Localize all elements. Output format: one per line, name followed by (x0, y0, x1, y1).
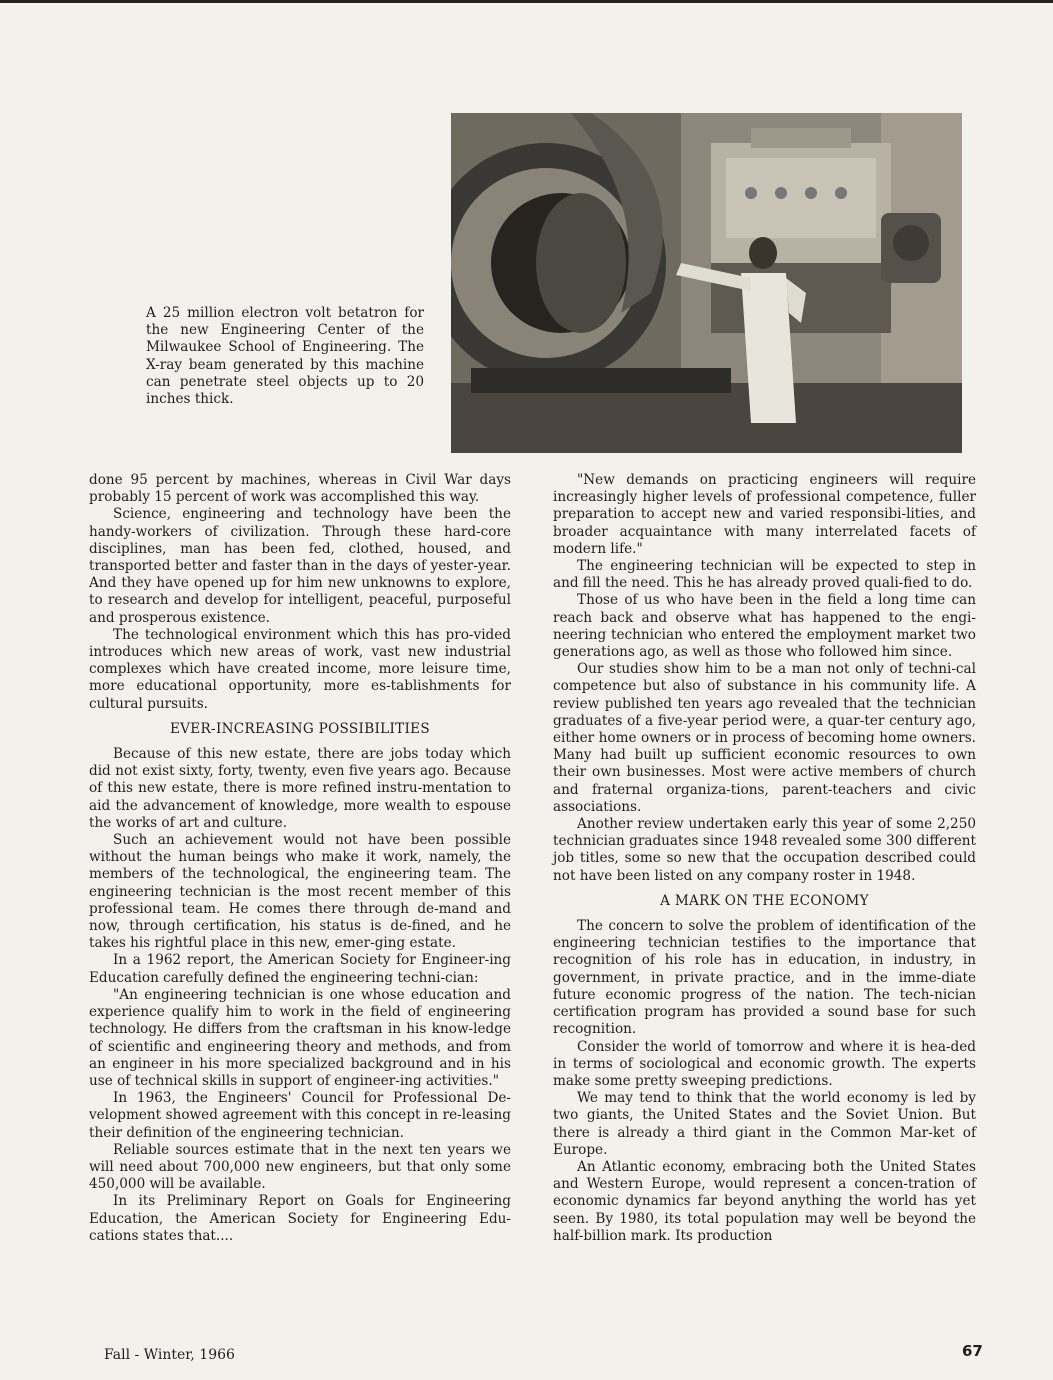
paragraph: The engineering technician will be expected to step in and fill the need. This he has already proved quali-fied to do. (553, 558, 976, 592)
paragraph: We may tend to think that the world economy is led by two giants, the United States and the Soviet Union. But there is already a third giant in the Common Mar-ket of Europe. (553, 1090, 976, 1158)
section-heading: A MARK ON THE ECONOMY (660, 892, 869, 909)
paragraph: Consider the world of tomorrow and where it is hea-ded in terms of sociological and economic growth. The experts make some pretty sweeping predictions. (553, 1038, 976, 1089)
left-column (89, 472, 511, 1245)
paragraph: Such an achievement would not have been possible without the human beings who make it work, namely, the members of the technological, the engineering team. The engineering technician is the most recent member of this professional team. He comes there through de-mand and now, through certification, his status is de-fined, and he takes his rightful place in this new, emer-ging estate. (89, 832, 511, 952)
paragraph: done 95 percent by machines, whereas in Civil War days probably 15 percent of work was accomplished this way. (89, 472, 511, 506)
paragraph: Another review undertaken early this year of some 2,250 technician graduates since 1948 revealed some 300 different job titles, some so new that the occupation described could not have been listed on any company roster in 1948. (553, 816, 976, 884)
paragraph: Reliable sources estimate that in the next ten years we will need about 700,000 new engineers, but that only some 450,000 will be available. (89, 1141, 511, 1193)
paragraph: The concern to solve the problem of identification of the engineering technician testifies to the importance that recognition of his role has in education, in industry, in government, in private practice, and in the imme-diate future economic progress of the nation. The tech-nician certification program has provided a sound base for such recognition. (553, 918, 976, 1038)
paragraph: Because of this new estate, there are jobs today which did not exist sixty, forty, twenty, even five years ago. Because of this new estate, there is more refined instru-mentation to aid the advancement of knowledge, more wealth to espouse the works of art and culture. (89, 746, 511, 831)
issue-date: Fall - Winter, 1966 (104, 1347, 235, 1363)
page-number: 67 (962, 1342, 983, 1360)
paragraph: Science, engineering and technology have been the handy-workers of civilization. Through these hard-core disciplines, man has been fed, clothed, housed, and transported better and faster than in the days of yester-year. And they have opened up for him new unknowns to explore, to research and develop for intelligent, peaceful, purposeful and prosperous existence. (89, 506, 511, 626)
paragraph: In a 1962 report, the American Society for Engineer-ing Education carefully defined the engineering techni-cian: (89, 952, 511, 986)
paragraph: In 1963, the Engineers' Council for Professional De-velopment showed agreement with this concept in re-leasing their definition of the engineering technician. (89, 1090, 511, 1141)
right-column (553, 472, 976, 1245)
paragraph: An Atlantic economy, embracing both the United States and Western Europe, would represent a concen-tration of economic dynamics far beyond anything the world has yet seen. By 1980, its total population may well be beyond the half-billion mark. Its production (553, 1158, 976, 1244)
photo-caption: A 25 million electron volt betatron for the new Engineering Center of the Milwaukee School of Engineering. The X-ray beam generated by this machine can penetrate steel objects up to 20 inches thick. (146, 305, 424, 408)
page-top-rule (0, 0, 1053, 3)
quote-paragraph: "An engineering technician is one whose education and experience qualify him to work in the field of engineering technology. He differs from the craftsman in his know-ledge of scientific and engineering theory and methods, and from an engineer in his more specialized background and in his use of technical skills in support of engineer-ing activities." (89, 986, 511, 1089)
section-heading: EVER-INCREASING POSSIBILITIES (169, 720, 431, 737)
paragraph: In its Preliminary Report on Goals for Engineering Education, the American Society for Engineering Edu-cations states that.... (89, 1193, 511, 1244)
paragraph: The technological environment which this has pro-vided introduces which new areas of work, vast new industrial complexes which have created income, more leisure time, more educational opportunity, more es-tablishments for cultural pursuits. (89, 626, 511, 712)
betatron-photo (451, 113, 962, 453)
quote-paragraph: "New demands on practicing engineers will require increasingly higher levels of professional competence, fuller preparation to accept new and varied responsibi-lities, and broader acquaintance with many interrelated facets of modern life." (553, 472, 976, 557)
paragraph: Our studies show him to be a man not only of techni-cal competence but also of substance in his community life. A review published ten years ago revealed that the technician graduates of a five-year period were, a quar-ter century ago, either home owners or in process of becoming home owners. Many had built up sufficient economic resources to own their own businesses. Most were active members of church and fraternal organiza-tions, parent-teachers and civic associations. (553, 661, 976, 815)
paragraph: Those of us who have been in the field a long time can reach back and observe what has happened to the engi-neering technician who entered the employment market two generations ago, as well as those who followed him since. (553, 592, 976, 661)
